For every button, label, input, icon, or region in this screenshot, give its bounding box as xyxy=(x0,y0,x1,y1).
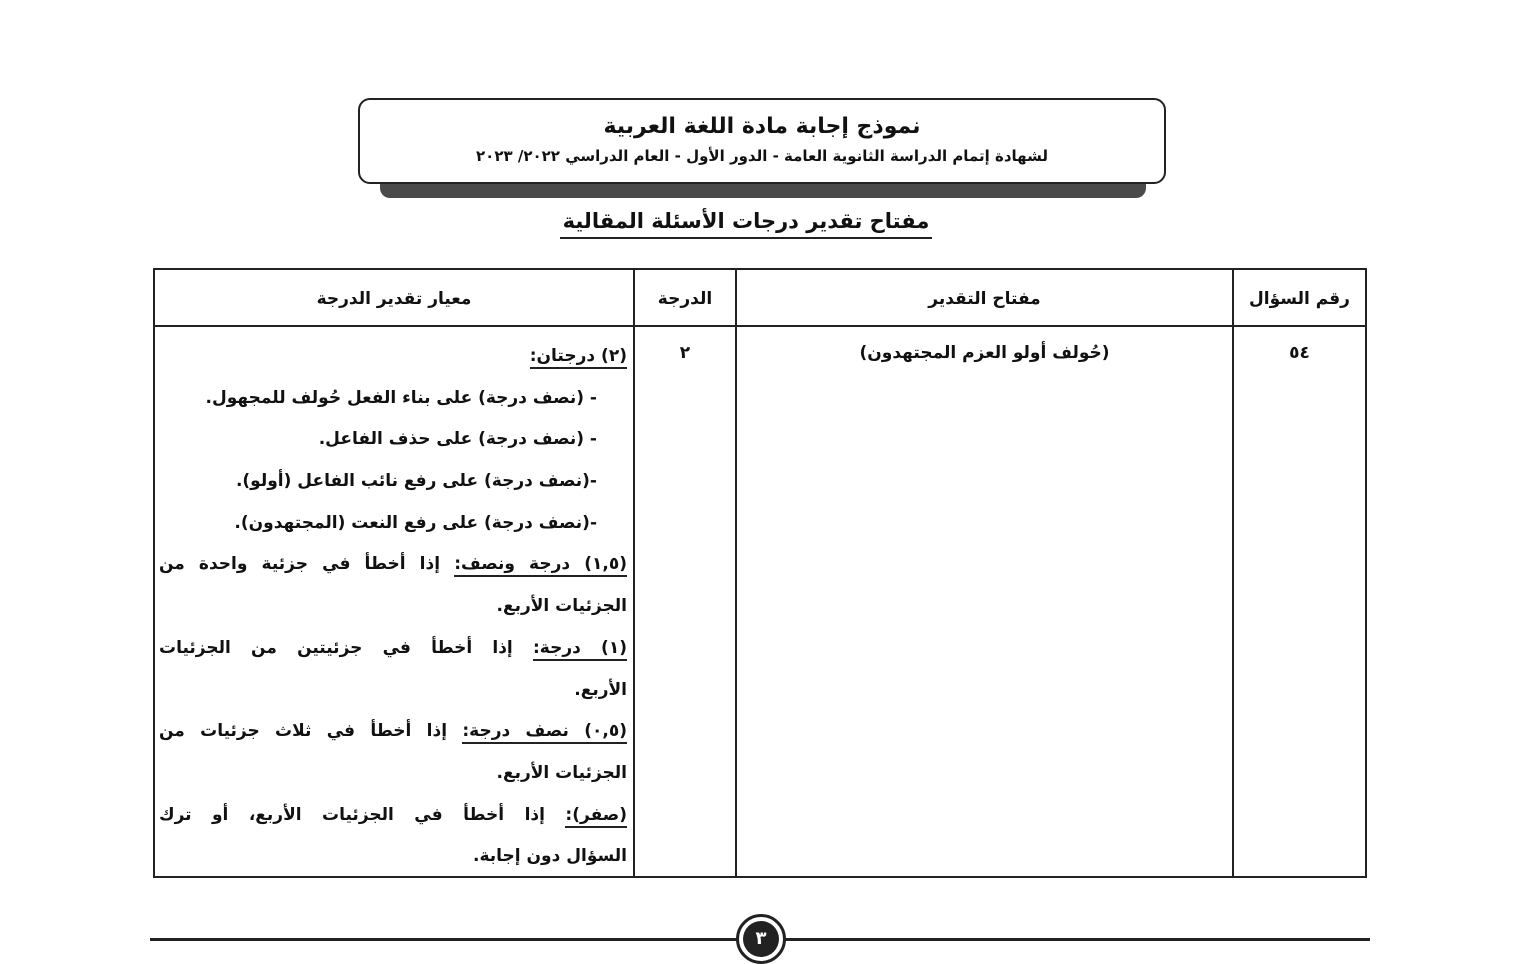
criteria-one-label: (١) درجة: xyxy=(533,638,627,661)
page-number-badge xyxy=(736,914,786,964)
header-grade: الدرجة xyxy=(657,289,713,309)
grading-table xyxy=(153,268,1367,878)
header-key: مفتاح التقدير xyxy=(928,289,1041,309)
criteria-half-label: (٠,٥) نصف درجة: xyxy=(462,721,627,744)
criteria-zero-text: إذا أخطأ في الجزئيات الأربع، أو ترك xyxy=(159,804,566,825)
section-title: مفتاح تقدير درجات الأسئلة المقالية xyxy=(560,205,932,239)
criteria-item: - (نصف درجة) على حذف الفاعل. xyxy=(318,429,597,450)
criteria-list xyxy=(159,336,627,878)
column-question-number xyxy=(1232,270,1365,876)
criteria-line: الجزئيات الأربع. xyxy=(496,762,627,783)
criteria-half-text: إذا أخطأ في ثلاث جزئيات من xyxy=(159,721,463,742)
column-criteria xyxy=(155,270,633,876)
document-title: نموذج إجابة مادة اللغة العربية xyxy=(603,114,921,139)
criteria-line xyxy=(159,628,627,670)
column-grade xyxy=(633,270,735,876)
cell-question-number: ٥٤ xyxy=(1289,343,1310,363)
cell-grade: ٢ xyxy=(679,343,691,363)
criteria-one-text: إذا أخطأ في جزئيتين من الجزئيات xyxy=(159,637,533,658)
document-subtitle: لشهادة إتمام الدراسة الثانوية العامة - الدور الأول - العام الدراسي ٢٠٢٢/ ٢٠٢٣ xyxy=(476,147,1048,165)
criteria-one-half-label: (١,٥) درجة ونصف: xyxy=(454,554,627,577)
criteria-line xyxy=(159,795,627,837)
criteria-line: الجزئيات الأربع. xyxy=(496,596,627,617)
header-criteria: معيار تقدير الدرجة xyxy=(316,289,472,309)
cell-key: (حُولف أولو العزم المجتهدون) xyxy=(859,343,1110,363)
criteria-line: السؤال دون إجابة. xyxy=(473,846,627,867)
criteria-item: -(نصف درجة) على رفع النعت (المجتهدون). xyxy=(234,512,597,533)
criteria-line xyxy=(159,336,627,378)
column-key xyxy=(735,270,1232,876)
header-question-number: رقم السؤال xyxy=(1249,289,1350,309)
criteria-full-label: (٢) درجتان: xyxy=(530,346,627,369)
criteria-item: - (نصف درجة) على بناء الفعل حُولف للمجهول. xyxy=(205,387,597,408)
table-header-divider xyxy=(155,325,1365,327)
document-header xyxy=(358,98,1166,184)
page-number: ٣ xyxy=(743,921,779,957)
criteria-item: -(نصف درجة) على رفع نائب الفاعل (أولو). xyxy=(235,471,597,492)
criteria-line xyxy=(159,711,627,753)
criteria-zero-label: (صفر): xyxy=(565,805,627,828)
criteria-one-half-text: إذا أخطأ في جزئية واحدة من xyxy=(159,554,455,575)
criteria-line: الأربع. xyxy=(574,679,627,700)
criteria-line xyxy=(159,544,627,586)
